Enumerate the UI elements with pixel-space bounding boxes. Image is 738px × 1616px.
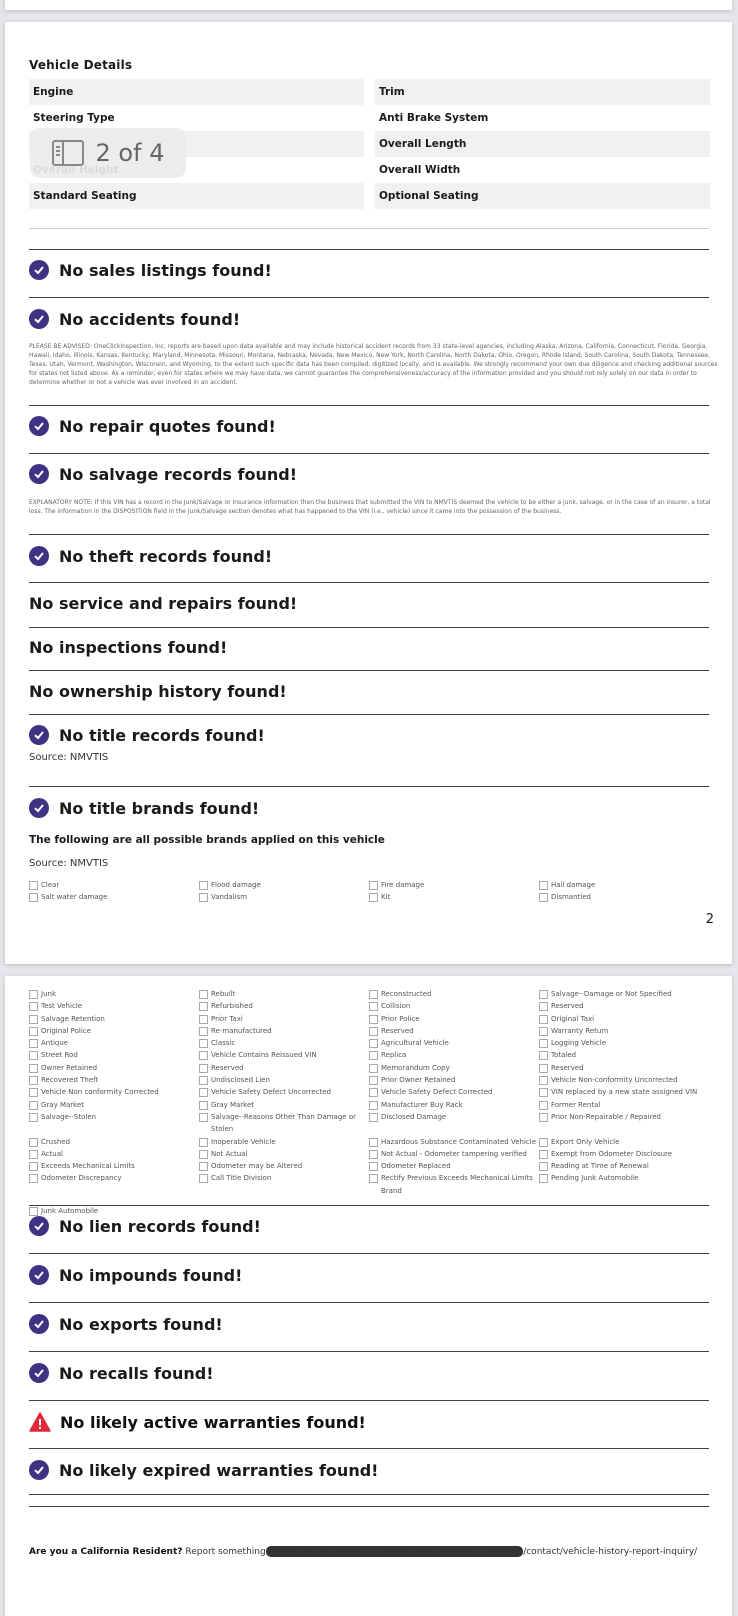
- brand-checkbox[interactable]: [199, 1039, 208, 1048]
- brand-checkbox[interactable]: [199, 1162, 208, 1171]
- brand-label: Warranty Return: [551, 1026, 609, 1035]
- brand-item: [199, 1025, 369, 1037]
- brand-label: Salvage--Damage or Not Specified: [551, 990, 672, 998]
- brand-checkbox[interactable]: [539, 1015, 548, 1024]
- divider: [29, 1494, 709, 1495]
- brand-item: [199, 1062, 369, 1074]
- brand-checkbox[interactable]: [369, 1076, 378, 1085]
- brand-item: [369, 1074, 539, 1086]
- brand-label: Dismantled: [551, 893, 591, 902]
- section-title: No lien records found!: [59, 1216, 261, 1236]
- brand-label: Exceeds Mechanical Limits: [41, 1162, 135, 1171]
- brand-label: Exempt from Odometer Disclosure: [551, 1149, 673, 1158]
- brand-checkbox[interactable]: [29, 1088, 38, 1097]
- divider: [29, 1302, 709, 1303]
- brands-source: Source: NMVTIS: [29, 858, 109, 869]
- brand-label: Disclosed Damage: [381, 1112, 447, 1121]
- brand-label: Hazardous Substance Contaminated Vehicle: [381, 1137, 537, 1146]
- brand-label: Gray Market: [211, 1100, 255, 1109]
- divider: [29, 627, 709, 628]
- brand-label: Salvage Retention: [41, 1014, 105, 1023]
- brand-label: Test Vehicle: [41, 1002, 83, 1011]
- brand-item: [539, 1037, 709, 1049]
- brand-checkbox[interactable]: [369, 881, 378, 890]
- brand-label: Flood damage: [211, 881, 261, 889]
- brand-item: [369, 1000, 539, 1012]
- redacted-text: missing or inaccurate by visiting: oneclickinspection.com: [265, 1546, 524, 1556]
- section-title: No title brands found!: [59, 798, 260, 818]
- section-title: No inspections found!: [29, 638, 228, 657]
- brand-item: [539, 1025, 709, 1037]
- page-indicator-label: 2 of 4: [95, 139, 165, 167]
- section-title: No salvage records found!: [59, 464, 297, 484]
- brand-checkbox[interactable]: [199, 893, 208, 902]
- section-lien-records: [29, 1216, 709, 1236]
- brand-label: Memorandum Copy: [381, 1063, 450, 1072]
- brand-label: Re-manufactured: [211, 1026, 272, 1035]
- brands-checklist: [29, 988, 709, 1217]
- divider: [29, 1351, 709, 1352]
- brand-item: [539, 988, 709, 1000]
- brand-label: Totaled: [551, 1051, 577, 1060]
- brand-item: [199, 1074, 369, 1086]
- field-standard-seating: Standard Seating: [29, 183, 364, 209]
- brand-checkbox[interactable]: [369, 1174, 378, 1183]
- brand-label: Junk: [41, 990, 56, 998]
- check-circle-icon: [29, 416, 49, 436]
- brand-item: [199, 1160, 369, 1172]
- brand-item: [369, 1062, 539, 1074]
- brand-checkbox[interactable]: [199, 1150, 208, 1159]
- check-circle-icon: [29, 725, 49, 745]
- brand-label: Prior Owner Retained: [381, 1076, 456, 1085]
- brand-label: Vehicle Contains Reissued VIN: [211, 1051, 317, 1060]
- field-anti-brake-system: Anti Brake System: [379, 112, 489, 124]
- divider: [29, 453, 709, 454]
- brand-checkbox[interactable]: [539, 1039, 548, 1048]
- brand-item: [199, 1000, 369, 1012]
- section-sales-listings: [29, 260, 709, 280]
- brand-checkbox[interactable]: [199, 1015, 208, 1024]
- brand-label: Odometer Replaced: [381, 1162, 451, 1171]
- brand-label: Collision: [381, 1002, 411, 1011]
- brand-item: [369, 1160, 539, 1172]
- brand-label: Call Title Division: [211, 1174, 272, 1183]
- divider: [29, 1400, 709, 1401]
- brand-label: Crushed: [41, 1137, 71, 1146]
- brand-label: Reserved: [551, 1063, 584, 1072]
- brand-label: Vandalism: [211, 893, 248, 902]
- brand-item: [29, 1136, 199, 1148]
- check-circle-icon: [29, 1314, 49, 1334]
- brand-label: Prior Non-Repairable / Repaired: [551, 1112, 662, 1121]
- brand-label: Owner Retained: [41, 1063, 98, 1072]
- notice-text: Report something: [185, 1547, 266, 1557]
- brand-item: [369, 1172, 539, 1197]
- brand-item: [539, 1062, 709, 1074]
- brand-checkbox[interactable]: [29, 1027, 38, 1036]
- section-repair-quotes: [29, 416, 709, 436]
- brand-label: Actual: [41, 1149, 63, 1158]
- brand-checkbox[interactable]: [369, 1039, 378, 1048]
- california-question: Are you a California Resident?: [29, 1547, 183, 1557]
- brand-checkbox[interactable]: [369, 893, 378, 902]
- brand-checkbox[interactable]: [369, 1002, 378, 1011]
- brand-checkbox[interactable]: [539, 1088, 548, 1097]
- brand-item: [369, 1099, 539, 1111]
- brand-checkbox[interactable]: [539, 1174, 548, 1183]
- section-title: No title records found!: [59, 725, 265, 745]
- brand-item: [369, 1148, 539, 1160]
- check-circle-icon: [29, 464, 49, 484]
- brand-item: [199, 1086, 369, 1098]
- check-circle-icon: [29, 798, 49, 818]
- brand-item: [199, 988, 369, 1000]
- divider: [29, 405, 709, 406]
- brand-checkbox[interactable]: [29, 893, 38, 902]
- brand-item: [29, 1172, 199, 1197]
- brand-item: [29, 1000, 199, 1012]
- page-indicator: [30, 128, 186, 178]
- brand-checkbox[interactable]: [539, 990, 548, 999]
- divider: [29, 228, 709, 229]
- section-inspections: [29, 638, 709, 657]
- warning-icon: [29, 1412, 51, 1432]
- brand-checkbox[interactable]: [29, 1138, 38, 1147]
- section-title: No theft records found!: [59, 546, 273, 566]
- divider: [29, 297, 709, 298]
- brand-label: Rectify Previous Exceeds Mechanical Limits Brand: [381, 1174, 533, 1195]
- brand-checkbox[interactable]: [29, 881, 38, 890]
- brand-item: [539, 1049, 709, 1061]
- salvage-note: EXPLANATORY NOTE: If this VIN has a record in the Junk/Salvage or Insurance information then the business that submitted the VIN to NMVTIS deemed the vehicle to be either a junk, salvage, or in the case of an insurer, a total loss. The information in the DISPOSITION field in the Junk/Salvage section denotes what has happened to the VIN (i.e., vehicle) since it came into the possession of the business.: [29, 499, 711, 515]
- brand-item: [199, 1111, 369, 1136]
- brand-checkbox[interactable]: [369, 990, 378, 999]
- section-theft-records: [29, 546, 709, 566]
- brand-checkbox[interactable]: [199, 990, 208, 999]
- brand-checkbox[interactable]: [369, 1064, 378, 1073]
- brand-label: Gray Market: [41, 1100, 85, 1109]
- sidebar-icon: [52, 140, 84, 166]
- brand-item: [199, 1148, 369, 1160]
- brand-label: VIN replaced by a new state assigned VIN: [551, 1088, 698, 1097]
- brand-label: Junk Automobile: [41, 1207, 99, 1216]
- check-circle-icon: [29, 1363, 49, 1383]
- brand-checkbox[interactable]: [369, 1162, 378, 1171]
- brand-item: [539, 1013, 709, 1025]
- brand-item: [369, 1037, 539, 1049]
- brand-checkbox[interactable]: [539, 1101, 548, 1110]
- brand-item: [199, 1037, 369, 1049]
- page-number: 2: [705, 912, 714, 927]
- brand-item: [369, 1136, 539, 1148]
- brand-item: [539, 1172, 709, 1197]
- brand-item: [539, 1136, 709, 1148]
- brand-item: [29, 879, 199, 891]
- brand-item: [539, 1000, 709, 1012]
- brand-item: [199, 1136, 369, 1148]
- accident-disclaimer: PLEASE BE ADVISED: OneClickInspection, Inc. reports are based upon data available and may include historical accident records from 33 state-level agencies, including Alaska, Arizona, California, Connecticut, Florida, Georgia, Hawaii, Idaho, Illinois, Kansas, Kentucky, Maryland, Minnesota, Missouri, Montana, Nebraska, Nevada, New Mexico, New York, North Carolina, North Dakota, Ohio, Oregon, Rhode Island, South Carolina, South Dakota, Tennessee, Texas, Utah, Vermont, Washington, Wisconsin, and Wyoming, to the extent such specific data has been compiled, digitized locally, and is available. We strongly recommend your own due diligence and checking additional sources for states not listed above. As a reminder, even for states where we may have data, we cannot guarantee the comprehensiveness/accuracy of the information provided and you should not rely solely on our data in order to determine whether or not a vehicle was ever involved in an accident.: [29, 343, 718, 386]
- section-title: No likely active warranties found!: [60, 1412, 366, 1432]
- brand-label: Vehicle Safety Defect Uncorrected: [211, 1088, 331, 1097]
- brand-item: [199, 1172, 369, 1197]
- brand-checkbox[interactable]: [539, 1150, 548, 1159]
- vehicle-details-title: Vehicle Details: [29, 58, 133, 72]
- brand-checkbox[interactable]: [29, 1113, 38, 1122]
- brand-label: Antique: [41, 1039, 69, 1048]
- brand-item: [539, 891, 709, 903]
- brand-checkbox[interactable]: [539, 881, 548, 890]
- brand-checkbox[interactable]: [369, 1113, 378, 1122]
- section-expired-warranties: [29, 1460, 709, 1480]
- brand-label: Recovered Theft: [41, 1076, 99, 1085]
- brand-label: Manufacturer Buy Rack: [381, 1100, 463, 1109]
- section-title: No sales listings found!: [59, 260, 272, 280]
- brand-label: Classic: [211, 1039, 236, 1048]
- brand-item: [29, 1013, 199, 1025]
- section-title: No service and repairs found!: [29, 594, 298, 613]
- brand-label: Reading at Time of Renewal: [551, 1162, 649, 1171]
- brand-label: Clear: [41, 881, 60, 889]
- section-recalls: [29, 1363, 709, 1383]
- divider: [29, 786, 709, 787]
- brand-checkbox[interactable]: [29, 1015, 38, 1024]
- brand-item: [539, 1086, 709, 1098]
- brand-item: [539, 1074, 709, 1086]
- brand-item: [29, 1049, 199, 1061]
- divider: [29, 670, 709, 671]
- check-circle-icon: [29, 260, 49, 280]
- divider: [29, 1205, 709, 1206]
- divider: [29, 1253, 709, 1254]
- brand-item: [369, 1086, 539, 1098]
- brand-label: Pending Junk Automobile: [551, 1174, 639, 1183]
- section-title: No repair quotes found!: [59, 416, 276, 436]
- field-engine: Engine: [29, 79, 364, 105]
- section-service-repairs: [29, 594, 709, 613]
- brand-checkbox[interactable]: [369, 1138, 378, 1147]
- field-overall-width: Overall Width: [379, 164, 461, 176]
- brand-item: [199, 1013, 369, 1025]
- brand-label: Salt water damage: [41, 893, 108, 902]
- brand-checkbox[interactable]: [199, 1002, 208, 1011]
- brand-checkbox[interactable]: [199, 1138, 208, 1147]
- brand-label: Hail damage: [551, 881, 596, 889]
- check-circle-icon: [29, 309, 49, 329]
- brand-item: [29, 988, 199, 1000]
- brand-item: [539, 1148, 709, 1160]
- brand-item: [29, 1099, 199, 1111]
- brand-item: [369, 1049, 539, 1061]
- brand-checkbox[interactable]: [29, 1039, 38, 1048]
- section-title: No accidents found!: [59, 309, 241, 329]
- brand-item: [29, 1062, 199, 1074]
- divider: [29, 249, 709, 250]
- brand-item: [29, 1160, 199, 1172]
- brand-label: Odometer Discrepancy: [41, 1174, 122, 1183]
- brand-checkbox[interactable]: [29, 1162, 38, 1171]
- section-accidents: [29, 309, 709, 329]
- brand-checkbox[interactable]: [29, 1064, 38, 1073]
- brand-checkbox[interactable]: [369, 1051, 378, 1060]
- brand-checkbox[interactable]: [539, 1027, 548, 1036]
- brand-checkbox[interactable]: [29, 1174, 38, 1183]
- brand-checkbox[interactable]: [29, 1150, 38, 1159]
- inquiry-link[interactable]: /contact/vehicle-history-report-inquiry/: [523, 1547, 698, 1557]
- brand-item: [369, 1025, 539, 1037]
- check-circle-icon: [29, 1460, 49, 1480]
- brand-checkbox[interactable]: [199, 1076, 208, 1085]
- brand-checkbox[interactable]: [539, 1002, 548, 1011]
- check-circle-icon: [29, 1265, 49, 1285]
- field-overall-length: Overall Length: [375, 131, 710, 157]
- brand-item: [369, 1013, 539, 1025]
- brand-checkbox[interactable]: [199, 1064, 208, 1073]
- brands-checklist: [29, 879, 709, 904]
- title-records-source: Source: NMVTIS: [29, 752, 109, 763]
- check-circle-icon: [29, 546, 49, 566]
- section-title: No ownership history found!: [29, 682, 287, 701]
- brand-label: Export Only Vehicle: [551, 1137, 620, 1146]
- brand-label: Inoperable Vehicle: [211, 1137, 276, 1146]
- brand-label: Salvage--Stolen: [41, 1112, 97, 1121]
- divider: [29, 582, 709, 583]
- brand-checkbox[interactable]: [29, 1076, 38, 1085]
- brand-label: Undisclosed Lien: [211, 1076, 270, 1085]
- divider: [29, 1506, 709, 1507]
- brand-label: Vehicle Non-conformity Uncorrected: [551, 1076, 678, 1085]
- brand-label: Reconstructed: [381, 990, 432, 998]
- brand-label: Reserved: [211, 1063, 244, 1072]
- brand-label: Salvage--Reasons Other Than Damage or Stolen: [211, 1112, 356, 1134]
- brand-checkbox[interactable]: [199, 1027, 208, 1036]
- brand-label: Replica: [381, 1051, 407, 1060]
- brand-label: Rebuilt: [211, 990, 236, 998]
- brand-label: Agricultural Vehicle: [381, 1039, 449, 1048]
- brand-item: [199, 879, 369, 891]
- section-title: No likely expired warranties found!: [59, 1460, 379, 1480]
- brand-item: [199, 1049, 369, 1061]
- field-optional-seating: Optional Seating: [375, 183, 710, 209]
- brand-checkbox[interactable]: [539, 1064, 548, 1073]
- brand-checkbox[interactable]: [199, 1088, 208, 1097]
- brand-label: Original Police: [41, 1026, 91, 1035]
- brands-heading: The following are all possible brands applied on this vehicle: [29, 834, 385, 846]
- brand-checkbox[interactable]: [369, 1101, 378, 1110]
- divider: [29, 1448, 709, 1449]
- brand-label: Street Rod: [41, 1051, 78, 1060]
- check-circle-icon: [29, 1216, 49, 1236]
- section-title-brands: [29, 798, 709, 818]
- brand-checkbox[interactable]: [199, 881, 208, 890]
- brand-item: [369, 891, 539, 903]
- previous-page-edge: [5, 0, 732, 10]
- section-active-warranties: [29, 1412, 709, 1432]
- brand-checkbox[interactable]: [29, 1002, 38, 1011]
- section-ownership-history: [29, 682, 709, 701]
- section-title: No recalls found!: [59, 1363, 214, 1383]
- brand-checkbox[interactable]: [369, 1088, 378, 1097]
- brand-label: Refurbished: [211, 1002, 253, 1011]
- brand-checkbox[interactable]: [369, 1150, 378, 1159]
- brand-checkbox[interactable]: [539, 1051, 548, 1060]
- california-notice: [29, 1546, 729, 1557]
- brand-label: Not Actual - Odometer tampering verified: [381, 1149, 527, 1158]
- section-title: No impounds found!: [59, 1265, 243, 1285]
- brand-label: Vehicle Non conformity Corrected: [41, 1088, 159, 1097]
- section-title-records: [29, 725, 709, 745]
- brand-checkbox[interactable]: [539, 1138, 548, 1147]
- brand-item: [539, 1160, 709, 1172]
- brand-item: [199, 891, 369, 903]
- brand-item: [369, 1111, 539, 1136]
- brand-item: [539, 1111, 709, 1136]
- section-exports: [29, 1314, 709, 1334]
- brand-label: Fire damage: [381, 881, 425, 889]
- brand-item: [29, 1111, 199, 1136]
- brand-checkbox[interactable]: [199, 1113, 208, 1122]
- brand-item: [29, 1074, 199, 1086]
- divider: [29, 714, 709, 715]
- brand-label: Odometer may be Altered: [211, 1162, 303, 1171]
- brand-checkbox[interactable]: [369, 1015, 378, 1024]
- brand-checkbox[interactable]: [29, 990, 38, 999]
- brand-checkbox[interactable]: [199, 1174, 208, 1183]
- brand-checkbox[interactable]: [539, 1113, 548, 1122]
- section-title: No exports found!: [59, 1314, 223, 1334]
- brand-checkbox[interactable]: [29, 1207, 38, 1216]
- brand-item: [29, 1086, 199, 1098]
- brand-checkbox[interactable]: [29, 1101, 38, 1110]
- brand-item: [29, 1025, 199, 1037]
- brand-label: Logging Vehicle: [551, 1039, 607, 1048]
- brand-label: Former Rental: [551, 1100, 601, 1109]
- brand-label: Kit: [381, 893, 391, 902]
- brand-label: Original Taxi: [551, 1014, 595, 1023]
- brand-label: Prior Police: [381, 1014, 420, 1023]
- brand-checkbox[interactable]: [539, 1162, 548, 1171]
- brand-item: [539, 879, 709, 891]
- brand-item: [29, 1037, 199, 1049]
- field-trim: Trim: [375, 79, 710, 105]
- brand-checkbox[interactable]: [539, 1076, 548, 1085]
- brand-checkbox[interactable]: [199, 1101, 208, 1110]
- brand-label: Prior Taxi: [211, 1014, 243, 1023]
- section-impounds: [29, 1265, 709, 1285]
- brand-item: [29, 891, 199, 903]
- brand-item: [199, 1099, 369, 1111]
- field-steering-type: Steering Type: [33, 112, 115, 124]
- brand-checkbox[interactable]: [199, 1051, 208, 1060]
- report-page-3: [5, 976, 732, 1616]
- brand-label: Vehicle Safety Defect Corrected: [381, 1088, 493, 1097]
- brand-checkbox[interactable]: [29, 1051, 38, 1060]
- brand-checkbox[interactable]: [539, 893, 548, 902]
- section-salvage-records: [29, 464, 709, 484]
- brand-label: Reserved: [381, 1026, 414, 1035]
- brand-checkbox[interactable]: [369, 1027, 378, 1036]
- divider: [29, 534, 709, 535]
- brand-item: [369, 988, 539, 1000]
- brand-item: [369, 879, 539, 891]
- brand-item: [29, 1148, 199, 1160]
- brand-label: Reserved: [551, 1002, 584, 1011]
- brand-item: [539, 1099, 709, 1111]
- brand-label: Not Actual: [211, 1149, 248, 1158]
